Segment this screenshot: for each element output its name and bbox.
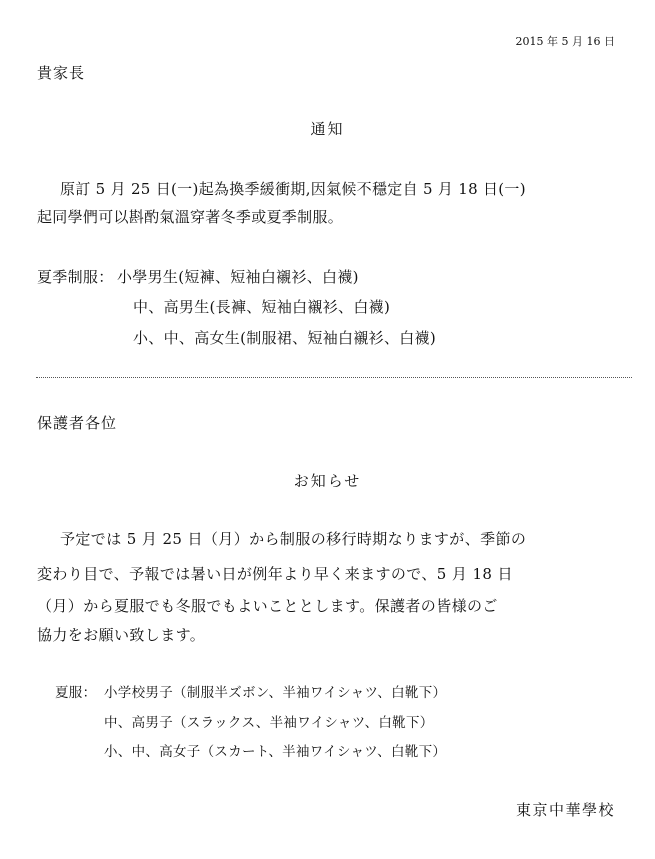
japanese-uniform-item: 小、中、高女子（スカート、半袖ワイシャツ、白靴下） <box>104 744 447 760</box>
school-signature: 東京中華學校 <box>515 801 615 819</box>
japanese-body-line: （月）から夏服でも冬服でもよいこととします。保護者の皆様のご <box>37 597 498 615</box>
chinese-body-line: 原訂 5 月 25 日(一)起為換季緩衝期,因氣候不穩定自 5 月 18 日(一) <box>60 180 526 198</box>
chinese-body-line: 起同學們可以斟酌氣溫穿著冬季或夏季制服。 <box>37 208 344 226</box>
chinese-salutation: 貴家長 <box>37 64 86 82</box>
japanese-notice-title: お知らせ <box>293 472 362 490</box>
section-divider <box>36 377 632 378</box>
chinese-uniform-item: 小學男生(短褲、短袖白襯衫、白襪) <box>117 268 359 286</box>
chinese-uniform-item: 中、高男生(長褲、短袖白襯衫、白襪) <box>133 298 391 316</box>
japanese-uniform-item: 小学校男子（制服半ズボン、半袖ワイシャツ、白靴下） <box>104 685 447 701</box>
chinese-uniform-label: 夏季制服： <box>37 268 114 286</box>
chinese-uniform-item: 小、中、高女生(制服裙、短袖白襯衫、白襪) <box>133 329 437 347</box>
japanese-body-line: 予定では 5 月 25 日（月）から制服の移行時期なりますが、季節の <box>60 530 527 548</box>
japanese-body-line: 協力をお願い致します。 <box>37 626 206 644</box>
japanese-uniform-label: 夏服： <box>55 685 97 701</box>
japanese-body-line: 変わり目で、予報では暑い日が例年より早く来ますので、5 月 18 日 <box>37 565 513 583</box>
notice-date: 2015 年 5 月 16 日 <box>515 35 615 48</box>
japanese-salutation: 保護者各位 <box>37 414 118 432</box>
japanese-uniform-item: 中、高男子（スラックス、半袖ワイシャツ、白靴下） <box>104 715 434 731</box>
chinese-notice-title: 通知 <box>310 120 345 138</box>
